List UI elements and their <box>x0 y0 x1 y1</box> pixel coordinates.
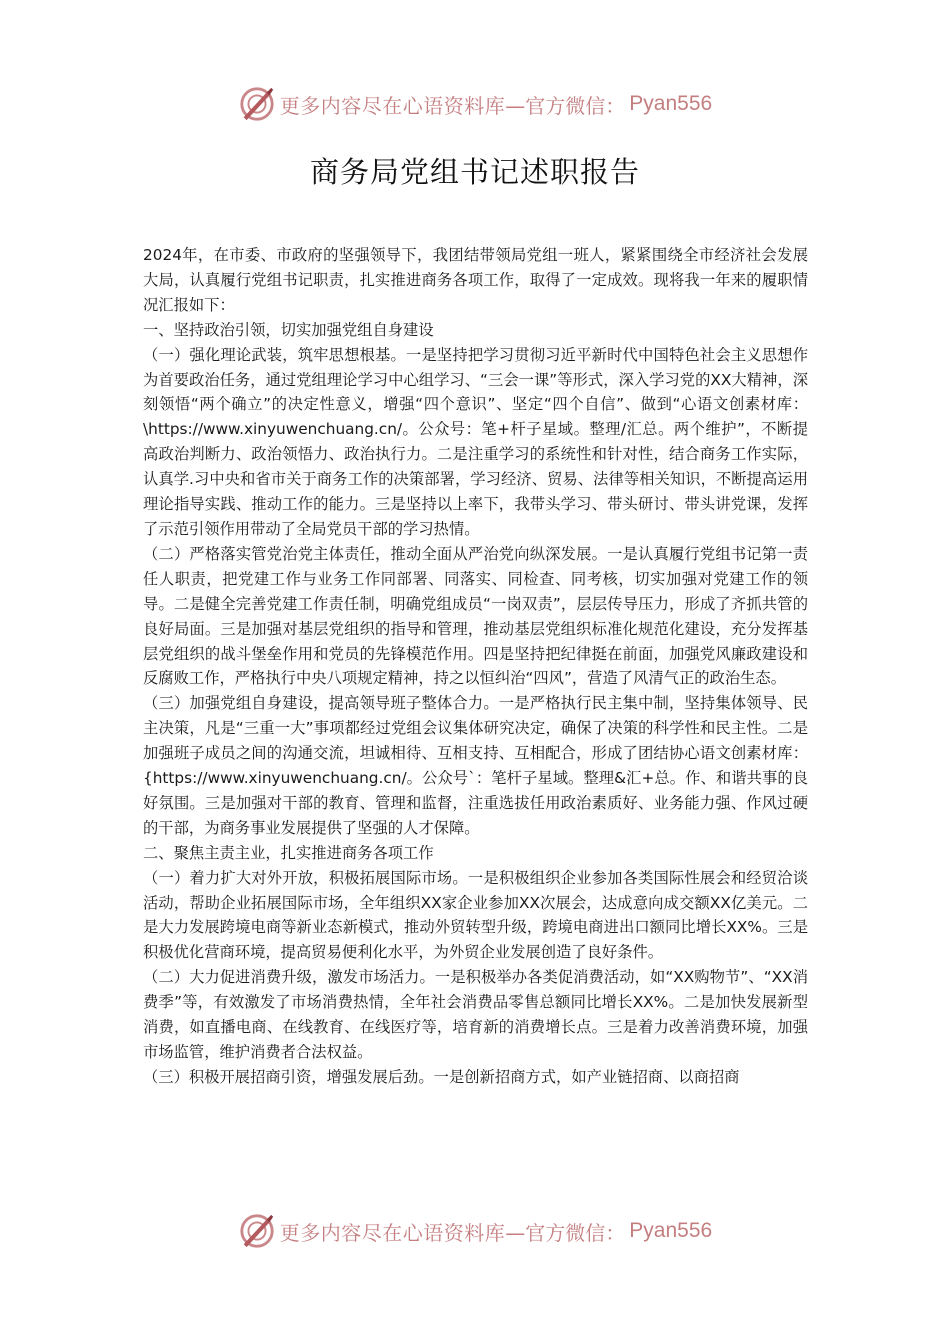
watermark-separator: —官方微信： <box>505 93 626 118</box>
paragraph: （三）加强党组自身建设，提高领导班子整体合力。一是严格执行民主集中制，坚持集体领导、民主决策，凡是“三重一大”事项都经过党组会议集体研究决定，确保了决策的科学性和民主性。二是加强班子成员之间的沟通交流，坦诚相待、互相支持、互相配合，形成了团结协心语文创素材库：{https://www.xinyuwenchuang.cn/。公众号`：笔杆子星域。整理&汇+总。作、和谐共事的良好氛围。三是加强对干部的教育、管理和监督，注重选拔任用政治素质好、业务能力强、作风过硬的干部，为商务事业发展提供了坚强的人才保障。 <box>143 694 808 837</box>
document-title: 商务局党组书记述职报告 <box>309 155 640 189</box>
watermark-banner-bottom <box>0 1211 950 1251</box>
paragraph: （二）严格落实管党治党主体责任，推动全面从严治党向纵深发展。一是认真履行党组书记第一责任人职责，把党建工作与业务工作同部署、同落实、同检查、同考核，切实加强对党建工作的领导。二是健全完善党建工作责任制，明确党组成员“一岗双责”，层层传导压力，形成了齐抓共管的良好局面。三是加强对基层党组织的指导和管理，推动基层党组织标准化规范化建设，充分发挥基层党组织的战斗堡垒作用和党员的先锋模范作用。四是坚持把纪律挺在前面，加强党风廉政建设和反腐败工作，严格执行中央八项规定精神，持之以恒纠治“四风”，营造了风清气正的政治生态。 <box>143 544 808 688</box>
paragraph: （一）着力扩大对外开放，积极拓展国际市场。一是积极组织企业参加各类国际性展会和经贸洽谈活动，帮助企业拓展国际市场，全年组织XX家企业参加XX次展会，达成意向成交额XX亿美元。二是大力发展跨境电商等新业态新模式，推动外贸转型升级，跨境电商进出口额同比增长XX%。三是积极优化营商环境，提高贸易便利化水平，为外贸企业发展创造了良好条件。 <box>143 868 808 962</box>
watermark-code: Pyan556 <box>629 1219 713 1242</box>
paragraph: 2024年，在市委、市政府的坚强领导下，我团结带领局党组一班人，紧紧围绕全市经济社会发展大局，认真履行党组书记职责，扎实推进商务各项工作，取得了一定成效。现将我一年来的履职情况汇报如下： <box>143 246 808 314</box>
paragraph: （一）强化理论武装，筑牢思想根基。一是坚持把学习贯彻习近平新时代中国特色社会主义思想作为首要政治任务，通过党组理论学习中心组学习、“三会一课”等形式，深入学习党的XX大精神，深刻领悟“两个确立”的决定性意义，增强“四个意识”、坚定“四个自信”、做到“心语文创素材库：\https://www.xinyuwenchuang.cn/。公众号：笔+杆子星域。整理/汇总。两个维护”，不断提高政治判断力、政治领悟力、政治执行力。二是注重学习的系统性和针对性，结合商务工作实际，认真学.习中央和省市关于商务工作的决策部署，学习经济、贸易、法律等相关知识，不断提高运用理论指导实践、推动工作的能力。三是坚持以上率下，我带头学习、带头研讨、带头讲党课，发挥了示范引领作用带动了全局党员干部的学习热情。 <box>143 345 808 538</box>
section-heading: 二、聚焦主责主业，扎实推进商务各项工作 <box>143 843 434 862</box>
pen-logo-icon <box>238 1212 276 1250</box>
watermark-separator: —官方微信： <box>505 1220 626 1245</box>
section-heading: 一、坚持政治引领，切实加强党组自身建设 <box>143 320 434 339</box>
watermark-code: Pyan556 <box>629 92 713 115</box>
watermark-text: 更多内容尽在心语资料库 <box>279 93 506 118</box>
watermark-banner-top <box>0 84 950 124</box>
watermark-text: 更多内容尽在心语资料库 <box>279 1220 506 1245</box>
paragraph: （二）大力促进消费升级，激发市场活力。一是积极举办各类促消费活动，如“XX购物节”、“XX消费季”等，有效激发了市场消费热情，全年社会消费品零售总额同比增长XX%。二是加快发展新型消费，如直播电商、在线教育、在线医疗等，培育新的消费增长点。三是着力改善消费环境，加强市场监管，维护消费者合法权益。 <box>143 968 808 1061</box>
pen-logo-icon <box>238 85 276 123</box>
paragraph: （三）积极开展招商引资，增强发展后劲。一是创新招商方式，如产业链招商、以商招商 <box>143 1067 740 1086</box>
document-body <box>143 243 808 1090</box>
